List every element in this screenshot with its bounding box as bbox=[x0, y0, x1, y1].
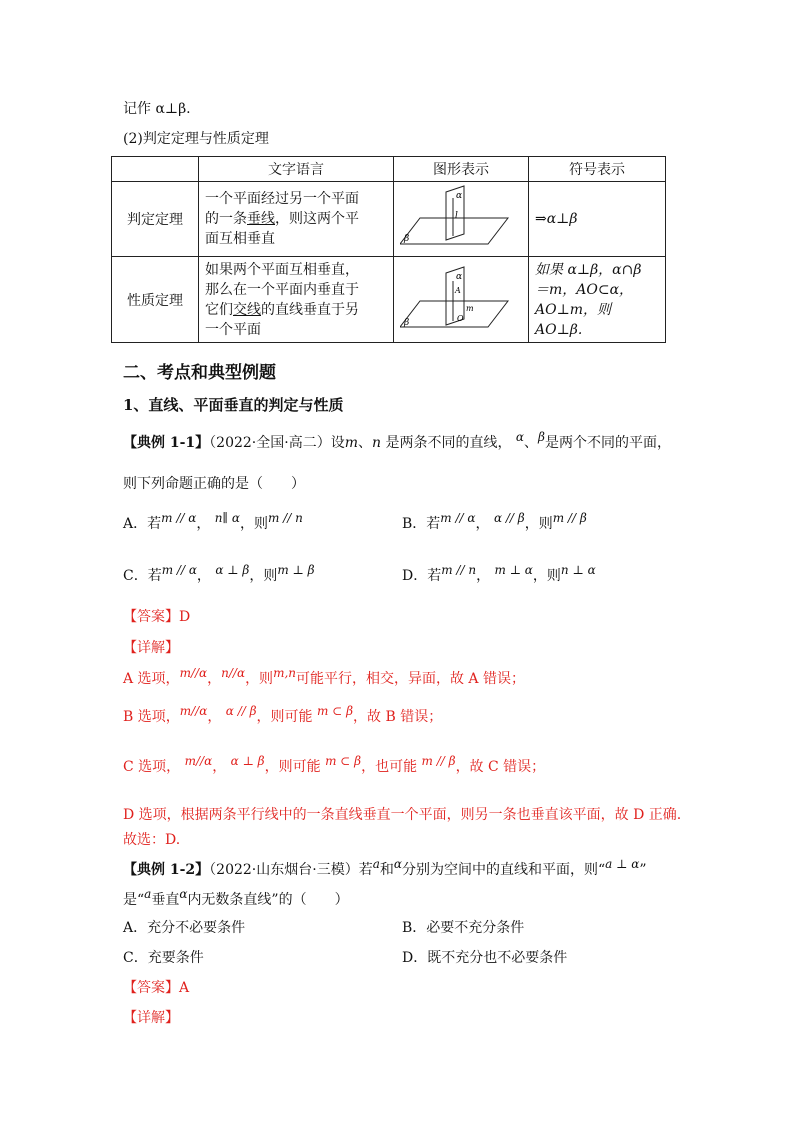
row-symbol: 如果 α⊥β，α∩β ＝m，AO⊂α， AO⊥m，则 AO⊥β. bbox=[529, 257, 666, 343]
row-figure bbox=[394, 257, 529, 343]
detail-b: B 选项，m//α， α // β，则可能 m ⊂ β，故 B 错误； bbox=[123, 704, 443, 725]
intro-line-2: (2)判定定理与性质定理 bbox=[123, 131, 269, 147]
intro-line-1: 记作 α⊥β. bbox=[123, 101, 191, 117]
ex2-option-d[interactable]: D．既不充分也不必要条件 bbox=[402, 950, 568, 966]
row-text: 如果两个平面互相垂直， 那么在一个平面内垂直于 它们交线的直线垂直于另 一个平面 bbox=[199, 257, 394, 343]
svg-text:l: l bbox=[455, 211, 458, 221]
svg-text:m: m bbox=[466, 303, 474, 313]
section-title: 二、考点和典型例题 bbox=[123, 363, 276, 383]
answer-2: 【答案】A bbox=[123, 980, 190, 996]
row-text: 一个平面经过另一个平面 的一条垂线，则这两个平 面互相垂直 bbox=[199, 182, 394, 257]
option-c[interactable]: C．若m // α， α ⊥ β，则m ⊥ β bbox=[123, 563, 315, 584]
theorem-table bbox=[111, 156, 666, 343]
row-name: 判定定理 bbox=[112, 182, 199, 257]
detail-2: 【详解】 bbox=[123, 1010, 179, 1026]
detail-1: 【详解】 bbox=[123, 640, 179, 656]
option-b[interactable]: B．若m // α， α // β，则m // β bbox=[402, 511, 587, 532]
svg-text:O: O bbox=[457, 313, 464, 323]
row-figure bbox=[394, 182, 529, 257]
svg-text:A: A bbox=[455, 285, 461, 295]
example-2-stem: 【典例 1-2】（2022·山东烟台·三模）若a和α分别为空间中的直线和平面，则“a ⊥ α” bbox=[123, 857, 647, 878]
ex2-option-b[interactable]: B．必要不充分条件 bbox=[402, 920, 525, 936]
table-row bbox=[112, 257, 666, 343]
option-a[interactable]: A．若m // α， n∥ α，则m // n bbox=[123, 511, 303, 532]
example-1-question: 则下列命题正确的是（ ） bbox=[123, 476, 305, 492]
perpendicular-planes-property-figure bbox=[400, 263, 510, 333]
example-2-question: 是“a垂直α内无数条直线”的（ ） bbox=[123, 887, 349, 908]
svg-text:β: β bbox=[404, 234, 410, 244]
perpendicular-planes-figure bbox=[400, 184, 510, 250]
detail-d: D 选项，根据两条平行线中的一条直线垂直一个平面，则另一条也垂直该平面，故 D 正确. bbox=[123, 807, 682, 823]
answer-1: 【答案】D bbox=[123, 609, 191, 625]
ex2-option-c[interactable]: C．充要条件 bbox=[123, 950, 204, 966]
detail-c: C 选项， m//α， α ⊥ β，则可能 m ⊂ β，也可能 m // β，故 C 错误； bbox=[123, 754, 546, 775]
example-1-stem: 【典例 1-1】（2022·全国·高二）设m、n 是两条不同的直线， α、β是两个不同的平面， bbox=[123, 430, 671, 451]
ex2-option-a[interactable]: A．充分不必要条件 bbox=[123, 920, 246, 936]
table-header-symbol: 符号表示 bbox=[529, 157, 666, 182]
table-header-empty bbox=[112, 157, 199, 182]
table-header-figure: 图形表示 bbox=[394, 157, 529, 182]
detail-a: A 选项，m//α，n//α，则m,n可能平行，相交，异面，故 A 错误； bbox=[123, 666, 525, 687]
row-name: 性质定理 bbox=[112, 257, 199, 343]
option-d[interactable]: D．若m // n， m ⊥ α，则n ⊥ α bbox=[402, 563, 596, 584]
table-row bbox=[112, 182, 666, 257]
svg-text:β: β bbox=[404, 317, 410, 328]
row-symbol: ⇒α⊥β bbox=[529, 182, 666, 257]
table-header-text: 文字语言 bbox=[199, 157, 394, 182]
conclusion-1: 故选：D. bbox=[123, 832, 181, 848]
svg-text:α: α bbox=[456, 191, 463, 201]
svg-text:α: α bbox=[456, 271, 463, 282]
section-subtitle: 1、直线、平面垂直的判定与性质 bbox=[123, 396, 344, 414]
